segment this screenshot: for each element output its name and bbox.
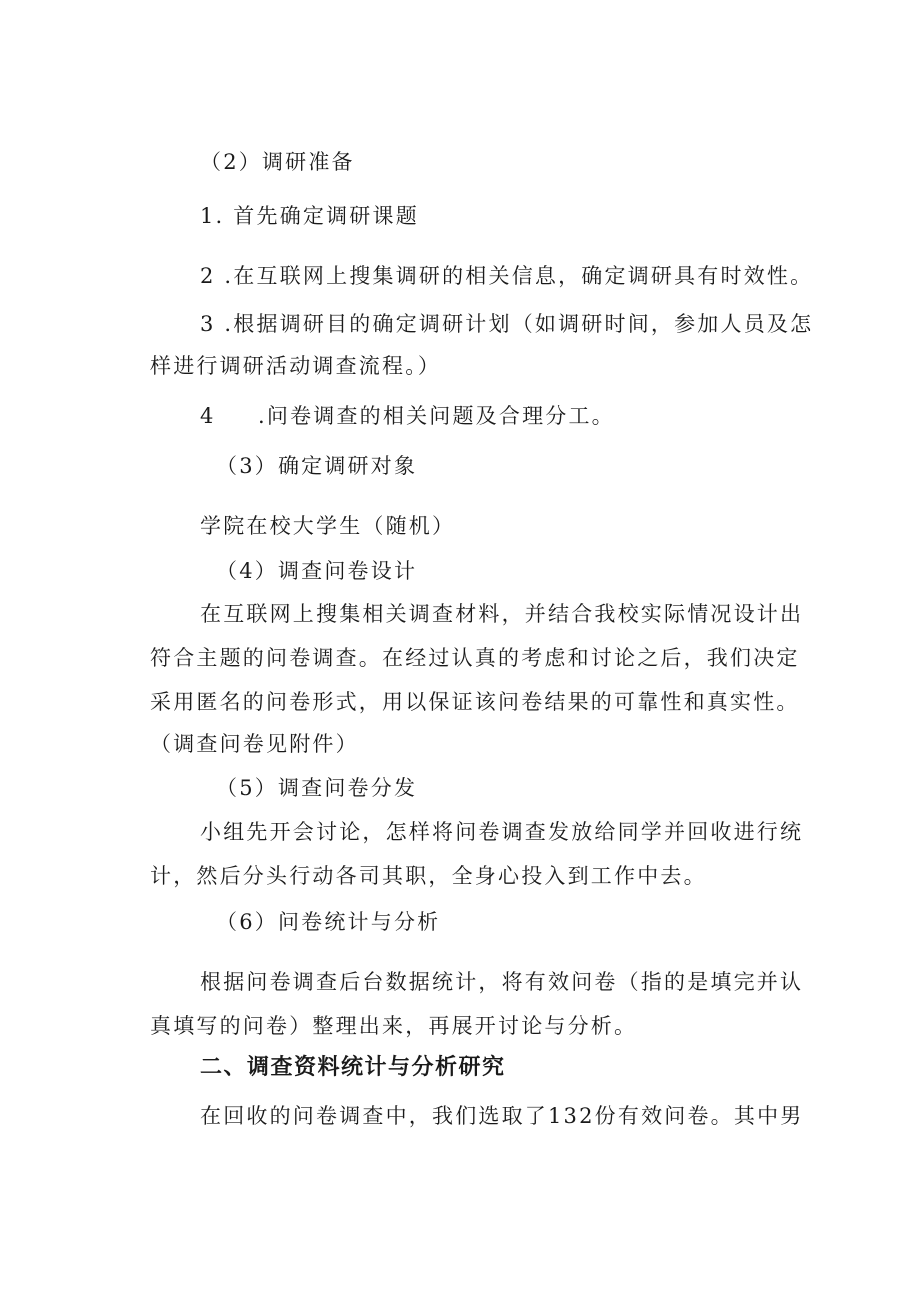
chapter-two-paragraph: 在回收的问卷调查中，我们选取了132份有效问卷。其中男 — [200, 1104, 804, 1128]
section-target-heading: （3）确定调研对象 — [216, 454, 418, 478]
distribute-paragraph-line-2: 计，然后分头行动各司其职，全身心投入到工作中去。 — [150, 864, 707, 888]
prep-item-4-text: .问卷调查的相关问题及合理分工。 — [258, 404, 615, 428]
distribute-paragraph-line-1: 小组先开会讨论，怎样将问卷调查发放给同学并回收进行统 — [200, 820, 804, 844]
design-paragraph-line-4: （调查问卷见附件） — [150, 732, 359, 756]
section-analysis-heading: （6）问卷统计与分析 — [216, 910, 441, 934]
prep-item-3-continued: 样进行调研活动调查流程。） — [150, 354, 442, 378]
design-paragraph-line-3: 采用匿名的问卷形式，用以保证该问卷结果的可靠性和真实性。 — [150, 690, 800, 714]
design-paragraph-line-1: 在互联网上搜集相关调查材料，并结合我校实际情况设计出 — [200, 602, 804, 626]
chapter-two-heading: 二、调查资料统计与分析研究 — [200, 1055, 506, 1080]
prep-item-2: 2 .在互联网上搜集调研的相关信息，确定调研具有时效性。 — [200, 264, 814, 288]
section-prep-heading: （2）调研准备 — [200, 150, 355, 174]
section-distribute-heading: （5）调查问卷分发 — [216, 776, 418, 800]
prep-item-1: 1. 首先确定调研课题 — [200, 204, 419, 228]
prep-item-3: 3 .根据调研目的确定调研计划（如调研时间，参加人员及怎 — [200, 312, 814, 336]
prep-item-4-number: 4 — [200, 404, 216, 428]
analysis-paragraph-line-2: 真填写的问卷）整理出来，再展开讨论与分析。 — [150, 1014, 638, 1038]
design-paragraph-line-2: 符合主题的问卷调查。在经过认真的考虑和讨论之后，我们决定 — [150, 646, 800, 670]
prep-item-4 — [200, 402, 615, 430]
section-design-heading: （4）调查问卷设计 — [216, 559, 418, 583]
analysis-paragraph-line-1: 根据问卷调查后台数据统计，将有效问卷（指的是填完并认 — [200, 970, 804, 994]
target-text: 学院在校大学生（随机） — [200, 514, 456, 538]
